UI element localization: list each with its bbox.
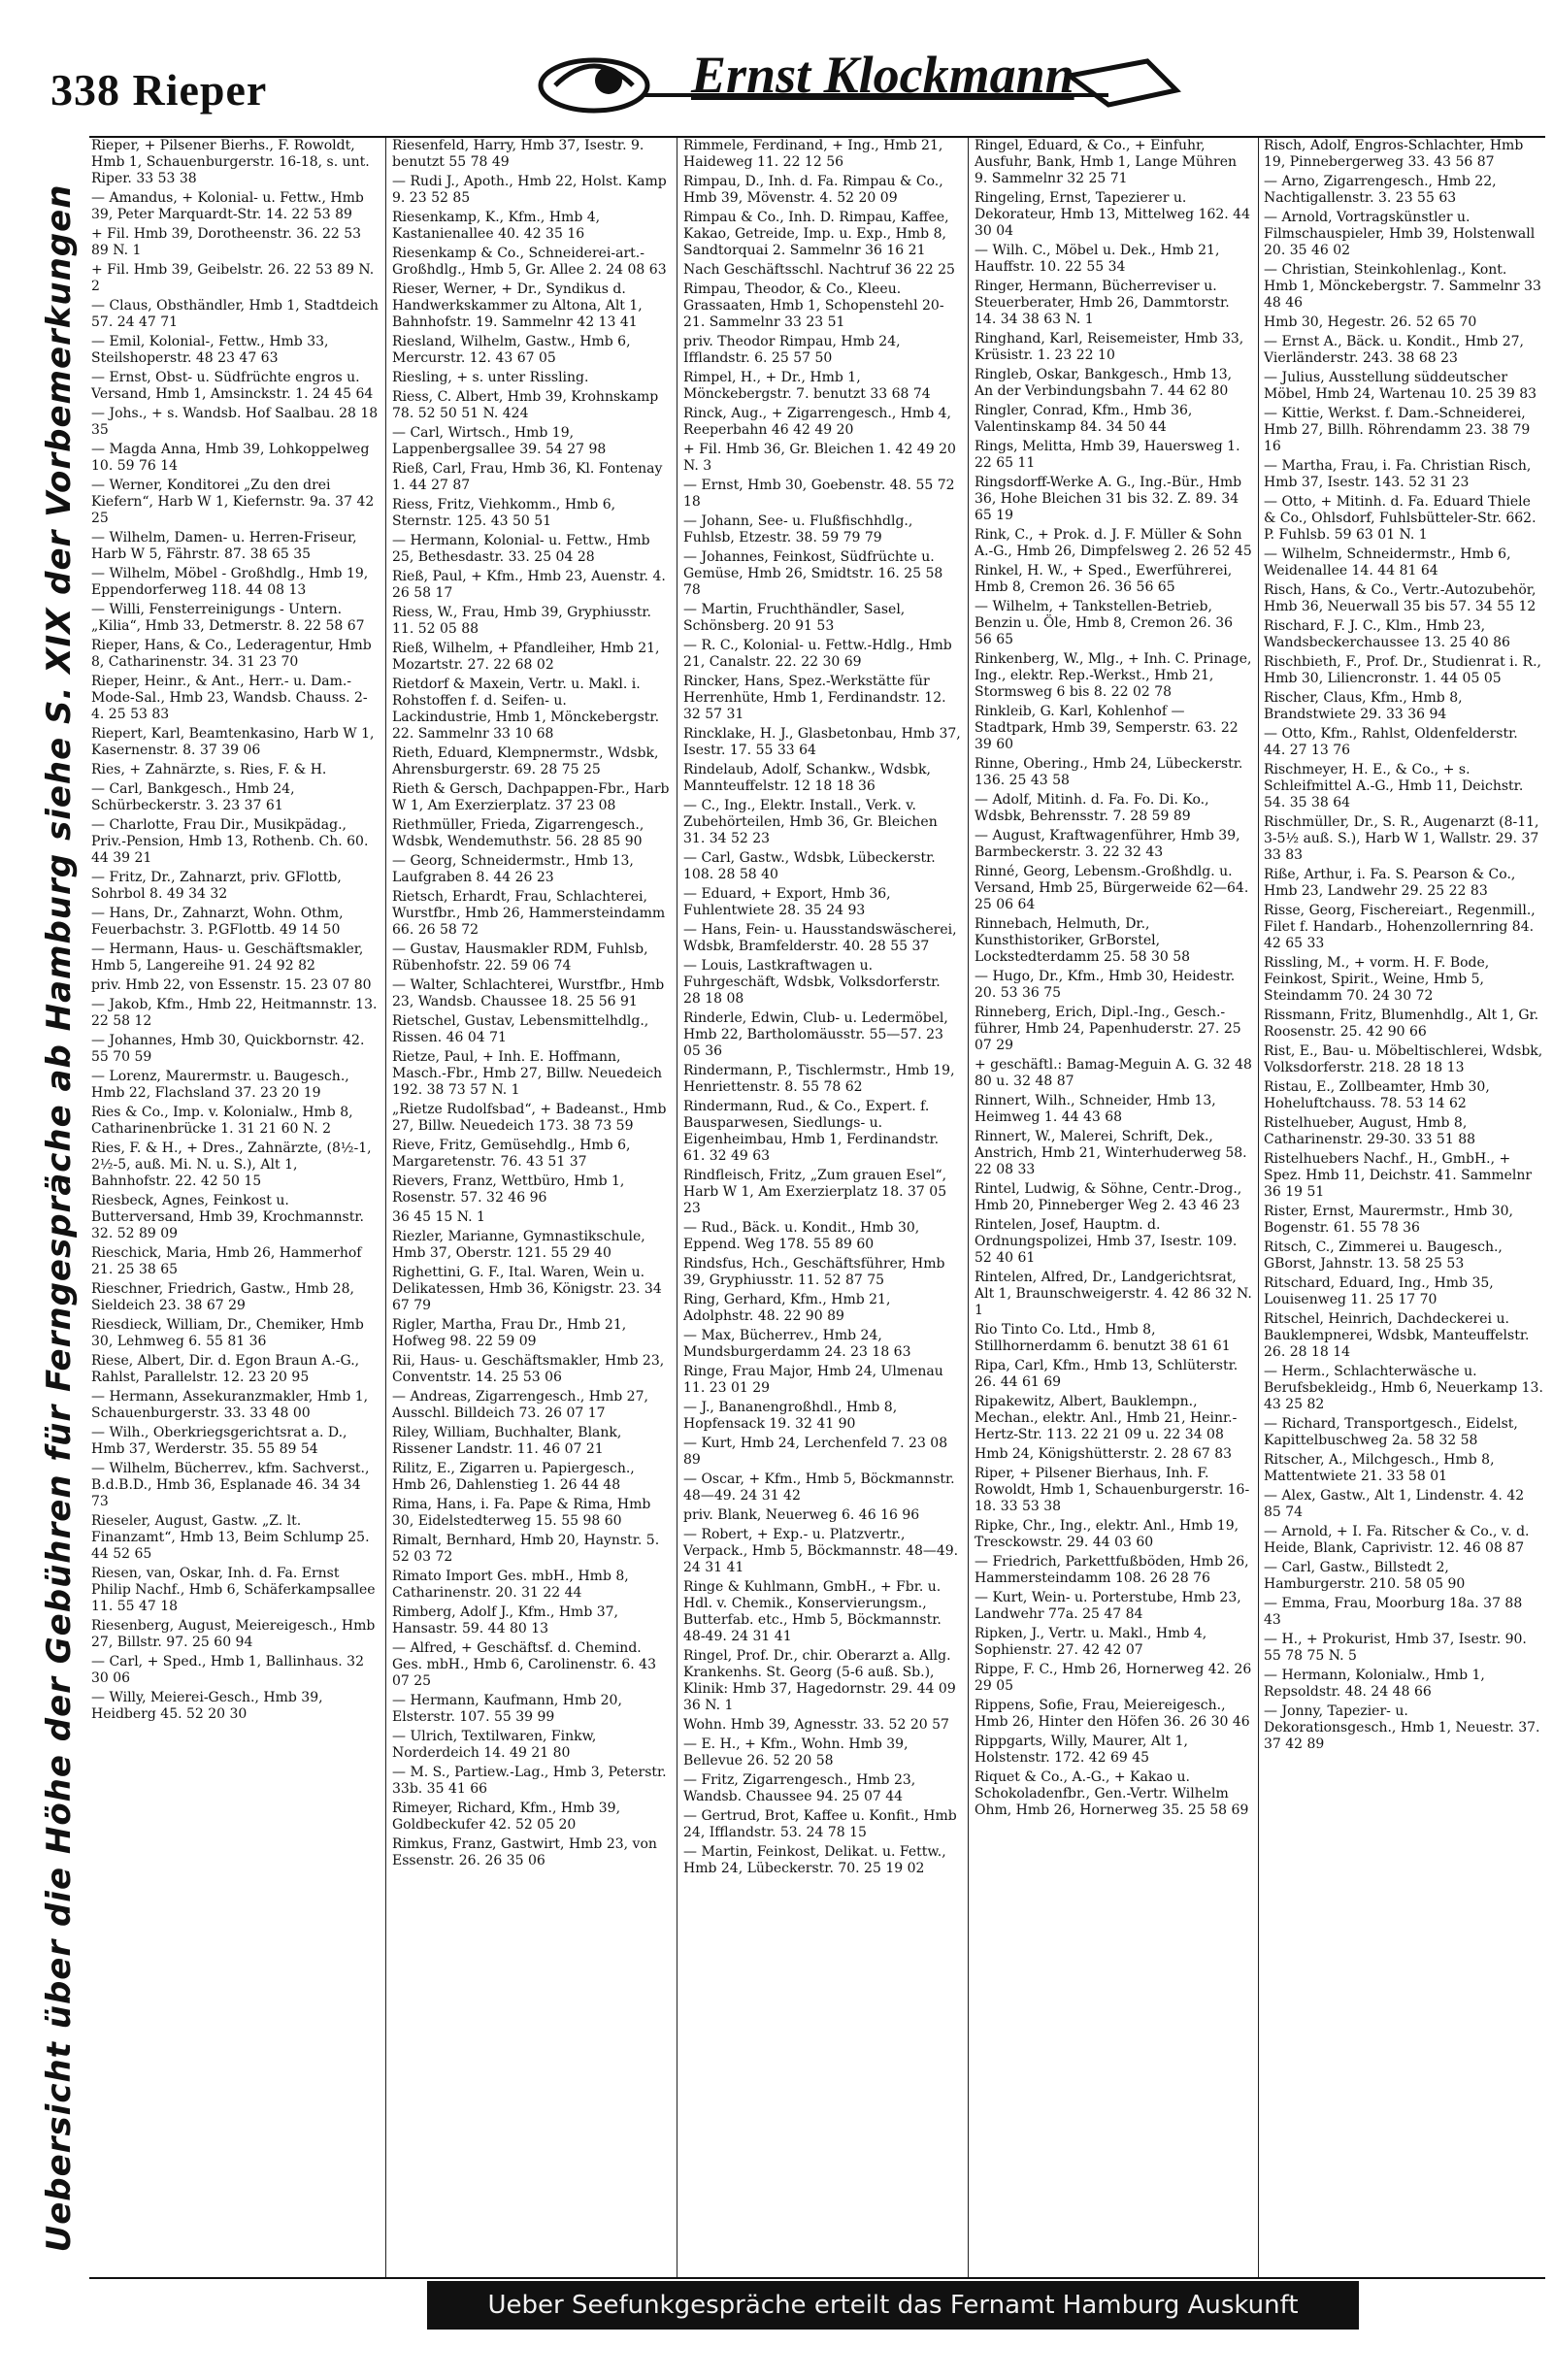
directory-entry: Rinnert, W., Malerei, Schrift, Dek., Anstrich, Hmb 21, Winterhuderweg 58. 22 08 33 (975, 1129, 1247, 1177)
directory-entry: — Wilh. C., Möbel u. Dek., Hmb 21, Hauffstr. 10. 22 55 34 (975, 243, 1220, 275)
directory-entry: — E. H., + Kfm., Wohn. Hmb 39, Bellevue 26. 52 20 58 (683, 1736, 909, 1768)
directory-entry: Rietsch, Erhardt, Frau, Schlachterei, Wurstfbr., Hmb 26, Hammersteindamm 66. 26 58 72 (392, 889, 666, 938)
directory-entry: Rinnebach, Helmuth, Dr., Kunsthistoriker, GrBorstel, Lockstedterdamm 25. 58 30 58 (975, 916, 1191, 965)
directory-entry: Rippgarts, Willy, Maurer, Alt 1, Holstenstr. 172. 42 69 45 (975, 1734, 1188, 1766)
directory-entry: Rieß, Paul, + Kfm., Hmb 23, Auenstr. 4. 26 58 17 (392, 569, 666, 601)
directory-entry: Rinderle, Edwin, Club- u. Ledermöbel, Hmb 22, Bartholomäusstr. 55—57. 23 05 36 (683, 1010, 948, 1059)
directory-entry: Risch, Adolf, Engros-Schlachter, Hmb 19, Pinnebergerweg 33. 43 56 87 (1264, 138, 1524, 170)
directory-entry: Rinne, Obering., Hmb 24, Lübeckerstr. 136. 25 43 58 (975, 756, 1243, 788)
directory-entry: — Arnold, Vortragskünstler u. Filmschauspieler, Hmb 39, Holstenwall 20. 35 46 02 (1264, 210, 1536, 258)
directory-entry: Rieß, Carl, Frau, Hmb 36, Kl. Fontenay 1. 44 27 87 (392, 461, 663, 493)
directory-entry: Rieß, Wilhelm, + Pfandleiher, Hmb 21, Mozartstr. 27. 22 68 02 (392, 641, 660, 673)
directory-entry: + Fil. Hmb 36, Gr. Bleichen 1. 42 49 20 N. 3 (683, 442, 956, 474)
directory-entry: „Rietze Rudolfsbad“, + Badeanst., Hmb 27, Billw. Neuedeich 173. 38 73 59 (392, 1102, 667, 1134)
directory-entry: Rimato Import Ges. mbH., Hmb 8, Catharinenstr. 20. 31 22 44 (392, 1569, 629, 1601)
directory-entry: Riesenberg, August, Meiereigesch., Hmb 27, Billstr. 97. 25 60 94 (91, 1618, 376, 1650)
directory-entry: Rii, Haus- u. Geschäftsmakler, Hmb 23, Conventstr. 14. 25 53 06 (392, 1353, 665, 1385)
directory-entry: — Ulrich, Textilwaren, Finkw, Norderdeich 14. 49 21 80 (392, 1729, 597, 1761)
directory-entry: Ringleb, Oskar, Bankgesch., Hmb 13, An der Verbindungsbahn 7. 44 62 80 (975, 367, 1233, 399)
directory-entry: Riepert, Karl, Beamtenkasino, Harb W 1, Kasernenstr. 8. 37 39 06 (91, 726, 375, 758)
directory-entry: — Martha, Frau, i. Fa. Christian Risch, Hmb 37, Isestr. 143. 52 31 23 (1264, 458, 1532, 490)
directory-entry: Rievers, Franz, Wettbüro, Hmb 1, Rosenstr. 57. 32 46 96 (392, 1173, 625, 1206)
directory-entry: — Kittie, Werkst. f. Dam.-Schneiderei, Hmb 27, Billh. Röhrendamm 23. 38 79 16 (1264, 406, 1531, 454)
directory-entry: — Hermann, Haus- u. Geschäftsmakler, Hmb 5, Langereihe 91. 24 92 82 (91, 942, 364, 974)
directory-entry: Rintelen, Alfred, Dr., Landgerichtsrat, Alt 1, Braunschweigerstr. 4. 42 86 32 N. 1 (975, 1270, 1252, 1318)
directory-entry: Rindermann, Rud., & Co., Expert. f. Bausparwesen, Siedlungs- u. Eigenheimbau, Hmb 1, Ferdinandstr. 61. 32 49 63 (683, 1099, 940, 1164)
directory-entry: — Ernst A., Bäck. u. Kondit., Hmb 27, Vierländerstr. 243. 38 68 23 (1264, 334, 1524, 366)
directory-entry: — Fritz, Zigarrengesch., Hmb 23, Wandsb. Chaussee 94. 25 07 44 (683, 1772, 916, 1804)
directory-entry: — Emil, Kolonial-, Fettw., Hmb 33, Steilshoperstr. 48 23 47 63 (91, 334, 329, 366)
directory-entry: Ritscher, A., Milchgesch., Hmb 8, Mattentwiete 21. 33 58 01 (1264, 1452, 1495, 1484)
directory-column-5 (1262, 138, 1545, 2278)
logo-text: Ernst Klockmann (691, 46, 1074, 104)
directory-entry: Ristelhuebers Nachf., H., GmbH., + Spez. Hmb 11, Deichstr. 41. Sammelnr 36 19 51 (1264, 1151, 1533, 1200)
directory-entry: Riess, Fritz, Viehkomm., Hmb 6, Sternstr. 125. 43 50 51 (392, 497, 616, 529)
directory-entry: Nach Geschäftsschl. Nachtruf 36 22 25 (683, 262, 955, 278)
directory-entry: — Charlotte, Frau Dir., Musikpädag., Priv.-Pension, Hmb 13, Rothenb. Ch. 60. 44 39 21 (91, 817, 369, 866)
directory-entry: Rinné, Georg, Lebensm.-Großhdlg. u. Versand, Hmb 25, Bürgerweide 62—64. 25 06 64 (975, 864, 1249, 912)
directory-entry: Rinneberg, Erich, Dipl.-Ing., Gesch.-führer, Hmb 24, Papenhuderstr. 27. 25 07 29 (975, 1005, 1241, 1053)
directory-entry: — Alex, Gastw., Alt 1, Lindenstr. 4. 42 85 74 (1264, 1488, 1525, 1520)
directory-entry: Rintel, Ludwig, & Söhne, Centr.-Drog., Hmb 20, Pinneberger Weg 2. 43 46 23 (975, 1181, 1242, 1213)
directory-entry: — Johannes, Hmb 30, Quickbornstr. 42. 55 70 59 (91, 1033, 365, 1065)
directory-entry: — R. C., Kolonial- u. Fettw.-Hdlg., Hmb 21, Canalstr. 22. 22 30 69 (683, 638, 952, 670)
directory-entry: Rieseler, August, Gastw. „Z. lt. Finanzamt“, Hmb 13, Beim Schlump 25. 44 52 65 (91, 1513, 370, 1562)
directory-entry: Rimeyer, Richard, Kfm., Hmb 39, Goldbeckufer 42. 52 05 20 (392, 1801, 621, 1833)
directory-entry: — Emma, Frau, Moorburg 18a. 37 88 43 (1264, 1596, 1523, 1628)
directory-entry: Riesenkamp, K., Kfm., Hmb 4, Kastanienallee 40. 42 35 16 (392, 210, 601, 242)
directory-entry: Rieser, Werner, + Dr., Syndikus d. Handwerkskammer zu Altona, Alt 1, Bahnhofstr. 19. Sammelnr 42 13 41 (392, 281, 643, 330)
directory-entry: Ringel, Eduard, & Co., + Einfuhr, Ausfuhr, Bank, Hmb 1, Lange Mühren 9. Sammelnr 32 25 71 (975, 138, 1238, 186)
directory-entry: Ringe & Kuhlmann, GmbH., + Fbr. u. Hdl. v. Chemik., Konservierungsm., Butterfab. etc., Hmb 5, Böckmannstr. 48-49. 24 31 41 (683, 1579, 942, 1644)
directory-entry: — Julius, Ausstellung süddeutscher Möbel, Hmb 24, Wartenau 10. 25 39 83 (1264, 370, 1537, 402)
directory-entry: Rischmüller, Dr., S. R., Augenarzt (8-11, 3-5½ auß. S.), Harb W 1, Wallstr. 29. 37 33 83 (1264, 814, 1539, 863)
directory-entry: Ringel, Prof. Dr., chir. Oberarzt a. Allg. Krankenhs. St. Georg (5-6 auß. Sb.), Klinik: Hmb 37, Hagedornstr. 29. 44 09 36 N. 1 (683, 1648, 956, 1713)
directory-entry: Rindermann, P., Tischlermstr., Hmb 19, Henriettenstr. 8. 55 78 62 (683, 1063, 955, 1095)
directory-entry: — Richard, Transportgesch., Eidelst, Kapittelbuschweg 2a. 58 32 58 (1264, 1416, 1518, 1448)
directory-entry: Rieth, Eduard, Klempnermstr., Wdsbk, Ahrensburgerstr. 69. 28 75 25 (392, 745, 659, 777)
directory-entry: Wohn. Hmb 39, Agnesstr. 33. 52 20 57 (683, 1717, 949, 1733)
directory-entry: — Lorenz, Maurermstr. u. Baugesch., Hmb 22, Flachsland 37. 23 20 19 (91, 1069, 349, 1101)
footer-text: Ueber Seefunkgespräche erteilt das Fernamt Hamburg Auskunft (487, 2291, 1299, 2320)
directory-entry: Ritschel, Heinrich, Dachdeckerei u. Bauklempnerei, Wdsbk, Manteuffelstr. 26. 28 18 14 (1264, 1311, 1530, 1360)
directory-entry: Rimkus, Franz, Gastwirt, Hmb 23, von Essenstr. 26. 26 35 06 (392, 1836, 657, 1868)
directory-entry: — Martin, Fruchthändler, Sasel, Schönsberg. 20 91 53 (683, 602, 906, 634)
directory-entry: Ristelhueber, August, Hmb 8, Catharinenstr. 29-30. 33 51 88 (1264, 1115, 1476, 1147)
directory-entry: Rink, C., + Prok. d. J. F. Müller & Sohn A.-G., Hmb 26, Dimpfelsweg 2. 26 52 45 (975, 527, 1252, 559)
directory-entry: Rinkleib, G. Karl, Kohlenhof — Stadtpark, Hmb 39, Semperstr. 63. 22 39 60 (975, 704, 1239, 752)
vertical-note-text: Uebersicht über die Höhe der Gebühren für Ferngespräche ab Hamburg siehe S. XIX der Vorbemerkungen (40, 183, 79, 2253)
directory-entry: Riquet & Co., A.-G., + Kakao u. Schokoladenfbr., Gen.-Vertr. Wilhelm Ohm, Hmb 26, Hornerweg 35. 25 58 69 (975, 1769, 1249, 1818)
directory-entry: Righettini, G. F., Ital. Waren, Wein u. Delikatessen, Hmb 36, Königstr. 23. 34 67 79 (392, 1265, 662, 1313)
directory-entry: Riess, W., Frau, Hmb 39, Gryphiusstr. 11. 52 05 88 (392, 605, 652, 637)
directory-entry: — Otto, + Mitinh. d. Fa. Eduard Thiele & Co., Ohlsdorf, Fuhlsbütteler-Str. 662. P. Fuhlsb. 59 63 01 N. 1 (1264, 494, 1536, 543)
directory-entry: Rio Tinto Co. Ltd., Hmb 8, Stillhornerdamm 6. benutzt 38 61 61 (975, 1322, 1231, 1354)
directory-entry: Rimberg, Adolf J., Kfm., Hmb 37, Hansastr. 59. 44 80 13 (392, 1604, 619, 1636)
directory-entry: — Hans, Fein- u. Hausstandswäscherei, Wdsbk, Bramfelderstr. 40. 28 55 37 (683, 922, 957, 954)
directory-entry: Ripke, Chr., Ing., elektr. Anl., Hmb 19, Tresckowstr. 29. 44 03 60 (975, 1518, 1239, 1550)
directory-entry: Rilitz, E., Zigarren u. Papiergesch., Hmb 26, Dahlenstieg 1. 26 44 48 (392, 1461, 635, 1493)
directory-entry: Rischbieth, F., Prof. Dr., Studienrat i. R., Hmb 30, Liliencronstr. 1. 44 05 05 (1264, 654, 1541, 686)
directory-entry: + Fil. Hmb 39, Geibelstr. 26. 22 53 89 N. 2 (91, 262, 375, 294)
directory-entry: — C., Ing., Elektr. Install., Verk. v. Zubehörteilen, Hmb 36, Gr. Bleichen 31. 34 52 23 (683, 798, 938, 846)
directory-entry: Rietschel, Gustav, Lebensmittelhdlg., Rissen. 46 04 71 (392, 1013, 649, 1045)
directory-entry: Rindfleisch, Fritz, „Zum grauen Esel“, Harb W 1, Am Exerzierplatz 18. 37 05 23 (683, 1168, 947, 1216)
directory-entry: — Herm., Schlachterwäsche u. Berufsbekleidg., Hmb 6, Neuerkamp 13. 43 25 82 (1264, 1364, 1543, 1412)
directory-entry: — J., Bananengroßhdl., Hmb 8, Hopfensack 19. 32 41 90 (683, 1400, 898, 1432)
directory-entry: Ringhand, Karl, Reisemeister, Hmb 33, Krüsistr. 1. 23 22 10 (975, 331, 1244, 363)
directory-entry: — Werner, Konditorei „Zu den drei Kiefern“, Harb W 1, Kiefernstr. 9a. 37 42 25 (91, 478, 375, 526)
directory-entry: — Carl, Gastw., Wdsbk, Lübeckerstr. 108. 28 58 40 (683, 850, 936, 882)
directory-entry: — Ernst, Hmb 30, Goebenstr. 48. 55 72 18 (683, 478, 955, 510)
directory-entry: — Wilhelm, Möbel - Großhdlg., Hmb 19, Eppendorferweg 118. 44 08 13 (91, 566, 369, 598)
directory-entry: priv. Blank, Neuerweg 6. 46 16 96 (683, 1507, 920, 1523)
directory-entry: Rimpel, H., + Dr., Hmb 1, Mönckebergstr. 7. benutzt 33 68 74 (683, 370, 931, 402)
directory-entry: Rieper, Heinr., & Ant., Herr.- u. Dam.-Mode-Sal., Hmb 23, Wandsb. Chauss. 2-4. 25 53 83 (91, 674, 368, 722)
directory-entry: — Martin, Feinkost, Delikat. u. Fettw., Hmb 24, Lübeckerstr. 70. 25 19 02 (683, 1844, 946, 1876)
directory-entry: Rippens, Sofie, Frau, Meiereigesch., Hmb 26, Hinter den Höfen 36. 26 30 46 (975, 1698, 1250, 1730)
directory-entry: — Christian, Steinkohlenlag., Kont. Hmb 1, Mönckebergstr. 7. Sammelnr 33 48 46 (1264, 262, 1541, 311)
directory-entry: Riezler, Marianne, Gymnastikschule, Hmb 37, Oberstr. 121. 55 29 40 (392, 1229, 645, 1261)
page-header (50, 37, 1545, 144)
directory-entry: Rischard, F. J. C., Klm., Hmb 23, Wandsbeckerchaussee 13. 25 40 86 (1264, 618, 1510, 650)
directory-entry: — Eduard, + Export, Hmb 36, Fuhlentwiete 28. 35 24 93 (683, 886, 891, 918)
directory-entry: — Hermann, Kolonialw., Hmb 1, Repsoldstr. 48. 24 48 66 (1264, 1668, 1485, 1700)
directory-entry: — Georg, Schneidermstr., Hmb 13, Laufgraben 8. 44 26 23 (392, 853, 634, 885)
page-number: 338 Rieper (50, 65, 268, 115)
directory-entry: — Hermann, Kaufmann, Hmb 20, Elsterstr. 107. 55 39 99 (392, 1693, 622, 1725)
directory-entry: Ringe, Frau Major, Hmb 24, Ulmenau 11. 23 01 29 (683, 1364, 943, 1396)
directory-entry: Rissling, M., + vorm. H. F. Bode, Feinkost, Spirit., Weine, Hmb 5, Steindamm 70. 24 30 72 (1264, 955, 1490, 1004)
directory-entry: — Johann, See- u. Flußfischhdlg., Fuhlsb, Etzestr. 38. 59 79 79 (683, 513, 913, 545)
directory-entry: Risch, Hans, & Co., Vertr.-Autozubehör, Hmb 36, Neuerwall 35 bis 57. 34 55 12 (1264, 582, 1536, 614)
directory-entry: Hmb 24, Königshütterstr. 2. 28 67 83 (975, 1446, 1233, 1462)
directory-entry: — Amandus, + Kolonial- u. Fettw., Hmb 39, Peter Marquardt-Str. 14. 22 53 89 (91, 190, 364, 222)
directory-entry: — Carl, Gastw., Billstedt 2, Hamburgerstr. 210. 58 05 90 (1264, 1560, 1466, 1592)
directory-entry: Ringler, Conrad, Kfm., Hmb 36, Valentinskamp 84. 34 50 44 (975, 403, 1193, 435)
directory-column-1 (89, 138, 380, 2278)
directory-entry: — Gustav, Hausmakler RDM, Fuhlsb, Rübenhofstr. 22. 59 06 74 (392, 942, 648, 974)
directory-entry: — Otto, Kfm., Rahlst, Oldenfelderstr. 44. 27 13 76 (1264, 726, 1518, 758)
directory-entry: + Fil. Hmb 39, Dorotheenstr. 36. 22 53 89 N. 1 (91, 226, 362, 258)
directory-entry: Rima, Hans, i. Fa. Pape & Rima, Hmb 30, Eidelstedterweg 15. 55 98 60 (392, 1497, 651, 1529)
directory-entry: Rinck, Aug., + Zigarrengesch., Hmb 4, Reeperbahn 46 42 49 20 (683, 406, 951, 438)
directory-entry: Riese, Albert, Dir. d. Egon Braun A.-G., Rahlst, Parallelstr. 12. 23 20 95 (91, 1353, 360, 1385)
directory-entry: — Johs., + s. Wandsb. Hof Saalbau. 28 18 35 (91, 406, 379, 438)
directory-entry: — Hugo, Dr., Kfm., Hmb 30, Heidestr. 20. 53 36 75 (975, 969, 1236, 1001)
directory-entry: — Arno, Zigarrengesch., Hmb 22, Nachtigallenstr. 3. 23 55 63 (1264, 174, 1497, 206)
directory-entry: — Johannes, Feinkost, Südfrüchte u. Gemüse, Hmb 26, Smidtstr. 16. 25 58 78 (683, 549, 943, 598)
directory-entry: — August, Kraftwagenführer, Hmb 39, Barmbeckerstr. 3. 22 32 43 (975, 828, 1240, 860)
directory-entry: Riesdieck, William, Dr., Chemiker, Hmb 30, Lehmweg 6. 55 81 36 (91, 1317, 364, 1349)
directory-entry: — Wilhelm, Damen- u. Herren-Friseur, Harb W 5, Fährstr. 87. 38 65 35 (91, 530, 357, 562)
directory-entry: Rippe, F. C., Hmb 26, Hornerweg 42. 26 29 05 (975, 1662, 1252, 1694)
directory-entry: — Carl, + Sped., Hmb 1, Ballinhaus. 32 30 06 (91, 1654, 364, 1686)
directory-entry: Rincker, Hans, Spez.-Werkstätte für Herrenhüte, Hmb 1, Ferdinandstr. 12. 32 57 31 (683, 674, 946, 722)
directory-entry: Rincklake, H. J., Glasbetonbau, Hmb 37, Isestr. 17. 55 33 64 (683, 726, 961, 758)
directory-entry: — Max, Bücherrev., Hmb 24, Mundsburgerdamm 24. 23 18 63 (683, 1328, 911, 1360)
directory-entry: + geschäftl.: Bamag-Meguin A. G. 32 48 80 u. 32 48 87 (975, 1057, 1252, 1089)
directory-entry: — Rudi J., Apoth., Hmb 22, Holst. Kamp 9. 23 52 85 (392, 174, 667, 206)
directory-entry: Ring, Gerhard, Kfm., Hmb 21, Adolphstr. 48. 22 90 89 (683, 1292, 891, 1324)
directory-entry: Rietdorf & Maxein, Vertr. u. Makl. i. Rohstoffen f. d. Seifen- u. Lackindustrie, Hmb 1, Mönckebergstr. 22. Sammelnr 33 10 68 (392, 677, 660, 742)
directory-entry: — Ernst, Obst- u. Südfrüchte engros u. Versand, Hmb 1, Amsinckstr. 1. 24 45 64 (91, 370, 374, 402)
directory-column-3 (681, 138, 963, 2278)
directory-entry: Rieve, Fritz, Gemüsehdlg., Hmb 6, Margaretenstr. 76. 43 51 37 (392, 1138, 631, 1170)
advertisement-logo (526, 37, 1186, 124)
directory-entry: Rimpau, D., Inh. d. Fa. Rimpau & Co., Hmb 39, Mövenstr. 4. 52 20 09 (683, 174, 943, 206)
directory-entry: Ripken, J., Vertr. u. Makl., Hmb 4, Sophienstr. 27. 42 42 07 (975, 1626, 1207, 1658)
directory-entry: Riesenfeld, Harry, Hmb 37, Isestr. 9. benutzt 55 78 49 (392, 138, 644, 170)
directory-entry: Rissmann, Fritz, Blumenhdlg., Alt 1, Gr. Roosenstr. 25. 42 90 66 (1264, 1008, 1539, 1040)
directory-entry: — Walter, Schlachterei, Wurstfbr., Hmb 23, Wandsb. Chaussee 18. 25 56 91 (392, 977, 665, 1009)
directory-entry: — Robert, + Exp.- u. Platzvertr., Verpack., Hmb 5, Böckmannstr. 48—49. 24 31 41 (683, 1527, 959, 1575)
directory-entry: — Wilhelm, Schneidermstr., Hmb 6, Weidenallee 14. 44 81 64 (1264, 546, 1511, 578)
directory-entry: Risse, Georg, Fischereiart., Regenmill., Filet f. Handarb., Hohenzollernring 84. 42 65 33 (1264, 903, 1536, 951)
directory-entry: Ristau, E., Zollbeamter, Hmb 30, Hoheluftchauss. 78. 53 14 62 (1264, 1079, 1490, 1111)
directory-entry: Rings, Melitta, Hmb 39, Hauersweg 1. 22 65 11 (975, 439, 1240, 471)
directory-entry: Hmb 30, Hegestr. 26. 52 65 70 (1264, 314, 1477, 330)
directory-entry: Riesenkamp & Co., Schneiderei-art.-Großhdlg., Hmb 5, Gr. Allee 2. 24 08 63 (392, 246, 667, 278)
column-divider (968, 138, 969, 2278)
directory-entry: — Willi, Fensterreinigungs - Untern. „Kilia“, Hmb 33, Detmerstr. 8. 22 58 67 (91, 602, 365, 634)
directory-entry: Rinkel, H. W., + Sped., Ewerführerei, Hmb 8, Cremon 26. 36 56 65 (975, 563, 1233, 595)
directory-entry: Riesen, van, Oskar, Inh. d. Fa. Ernst Philip Nachf., Hmb 6, Schäferkampsallee 11. 55 47 18 (91, 1566, 376, 1614)
directory-entry: — Gertrud, Brot, Kaffee u. Konfit., Hmb 24, Ifflandstr. 53. 24 78 15 (683, 1808, 957, 1840)
directory-entry: — Friedrich, Parkettfußböden, Hmb 26, Hammersteindamm 108. 26 28 76 (975, 1554, 1249, 1586)
directory-entry: Rimpau, Theodor, & Co., Kleeu. Grassaaten, Hmb 1, Schopenstehl 20-21. Sammelnr 33 23 51 (683, 281, 944, 330)
directory-entry: — H., + Prokurist, Hmb 37, Isestr. 90. 55 78 75 N. 5 (1264, 1632, 1527, 1664)
directory-entry: Riesling, + s. unter Rissling. (392, 370, 589, 385)
directory-entry: Riße, Arthur, i. Fa. S. Pearson & Co., Hmb 23, Landwehr 29. 25 22 83 (1264, 867, 1516, 899)
directory-entry: Ringer, Hermann, Bücherreviser u. Steuerberater, Hmb 26, Dammtorstr. 14. 34 38 63 N. 1 (975, 279, 1230, 327)
directory-entry: Rist, E., Bau- u. Möbeltischlerei, Wdsbk, Volksdorferstr. 218. 28 18 13 (1264, 1043, 1543, 1075)
directory-column-4 (973, 138, 1254, 2278)
directory-entry: Ripakewitz, Albert, Bauklempn., Mechan., elektr. Anl., Hmb 21, Heinr.-Hertz-Str. 113. 22 21 09 u. 22 34 08 (975, 1394, 1238, 1442)
directory-entry: Rieschner, Friedrich, Gastw., Hmb 28, Sieldeich 23. 38 67 29 (91, 1281, 354, 1313)
directory-entry: — Claus, Obsthändler, Hmb 1, Stadtdeich 57. 24 47 71 (91, 298, 379, 330)
directory-entry: Rietze, Paul, + Inh. E. Hoffmann, Masch.-Fbr., Hmb 27, Billw. Neuedeich 192. 38 73 57 N. 1 (392, 1049, 663, 1098)
directory-entry: — Rud., Bäck. u. Kondit., Hmb 30, Eppend. Weg 178. 55 89 60 (683, 1220, 920, 1252)
directory-entry: — Adolf, Mitinh. d. Fa. Fo. Di. Ko., Wdsbk, Behrensstr. 7. 28 59 89 (975, 792, 1209, 824)
directory-entry: — Kurt, Wein- u. Porterstube, Hmb 23, Landwehr 77a. 25 47 84 (975, 1590, 1241, 1622)
directory-entry: Riess, C. Albert, Hmb 39, Krohnskamp 78. 52 50 51 N. 424 (392, 389, 659, 421)
directory-entry: Ries & Co., Imp. v. Kolonialw., Hmb 8, Catharinenbrücke 1. 31 21 60 N. 2 (91, 1105, 353, 1137)
directory-entry: Rischmeyer, H. E., & Co., + s. Schleifmittel A.-G., Hmb 11, Deichstr. 54. 35 38 64 (1264, 762, 1524, 810)
directory-entry: priv. Theodor Rimpau, Hmb 24, Ifflandstr. 6. 25 57 50 (683, 334, 901, 366)
directory-entry: Rieth & Gersch, Dachpappen-Fbr., Harb W 1, Am Exerzierplatz. 37 23 08 (392, 781, 670, 813)
directory-entry: — Kurt, Hmb 24, Lerchenfeld 7. 23 08 89 (683, 1436, 948, 1468)
directory-entry: — Carl, Bankgesch., Hmb 24, Schürbeckerstr. 3. 23 37 61 (91, 781, 295, 813)
directory-entry: — Arnold, + I. Fa. Ritscher & Co., v. d. Heide, Blank, Caprivistr. 12. 46 08 87 (1264, 1524, 1530, 1556)
directory-entry: Rieschick, Maria, Hmb 26, Hammerhof 21. 25 38 65 (91, 1245, 362, 1277)
directory-entry: — Hermann, Kolonial- u. Fettw., Hmb 25, Bethesdastr. 33. 25 04 28 (392, 533, 650, 565)
directory-entry: — Hans, Dr., Zahnarzt, Wohn. Othm, Feuerbachstr. 3. P.GFlottb. 49 14 50 (91, 906, 344, 938)
directory-entry: Riethmüller, Frieda, Zigarrengesch., Wdsbk, Wendemuthstr. 56. 28 85 90 (392, 817, 644, 849)
footer-banner (427, 2281, 1359, 2330)
directory-entry: Rinkenberg, W., Mlg., + Inh. C. Prinage, Ing., elektr. Rep.-Werkst., Hmb 21, Stormsweg 6 bis 8. 22 02 78 (975, 651, 1252, 700)
directory-entry: — Jakob, Kfm., Hmb 22, Heitmannstr. 13. 22 58 12 (91, 997, 378, 1029)
directory-entry: — Wilhelm, Bücherrev., kfm. Sachverst., B.d.B.D., Hmb 36, Esplanade 46. 34 34 73 (91, 1461, 370, 1509)
directory-entry: Riesbeck, Agnes, Feinkost u. Butterversand, Hmb 39, Krochmannstr. 32. 52 89 09 (91, 1193, 364, 1241)
directory-entry: Rieper, + Pilsener Bierhs., F. Rowoldt, Hmb 1, Schauenburgerstr. 16-18, s. unt. Riper. 33 53 38 (91, 138, 370, 186)
directory-entry: Riper, + Pilsener Bierhaus, Inh. F. Rowoldt, Hmb 1, Schauenburgerstr. 16-18. 33 53 38 (975, 1466, 1250, 1514)
directory-entry: Ritschard, Eduard, Ing., Hmb 35, Louisenweg 11. 25 17 70 (1264, 1275, 1494, 1307)
directory-entry: Rimalt, Bernhard, Hmb 20, Haynstr. 5. 52 03 72 (392, 1533, 660, 1565)
directory-entry: — Hermann, Assekuranzmakler, Hmb 1, Schauenburgerstr. 33. 33 48 00 (91, 1389, 369, 1421)
directory-entry: — Andreas, Zigarrengesch., Hmb 27, Ausschl. Billdeich 73. 26 07 17 (392, 1389, 648, 1421)
directory-entry: Rinnert, Wilh., Schneider, Hmb 13, Heimweg 1. 44 43 68 (975, 1093, 1216, 1125)
directory-entry: Rieper, Hans, & Co., Lederagentur, Hmb 8, Catharinenstr. 34. 31 23 70 (91, 638, 372, 670)
directory-entry: — Jonny, Tapezier- u. Dekorationsgesch., Hmb 1, Neuestr. 37. 37 42 89 (1264, 1703, 1540, 1752)
footer-rule (89, 2277, 1545, 2279)
directory-entry: — Wilh., Oberkriegsgerichtsrat a. D., Hmb 37, Werderstr. 35. 55 89 54 (91, 1425, 347, 1457)
vertical-note (35, 175, 83, 2262)
directory-entry: Ries, + Zahnärzte, s. Ries, F. & H. (91, 762, 327, 777)
directory-entry: — Oscar, + Kfm., Hmb 5, Böckmannstr. 48—49. 24 31 42 (683, 1471, 955, 1504)
directory-entry: — Louis, Lastkraftwagen u. Fuhrgeschäft, Wdsbk, Volksdorferstr. 28 18 08 (683, 958, 941, 1007)
directory-entry: Rigler, Martha, Frau Dr., Hmb 21, Hofweg 98. 22 59 09 (392, 1317, 627, 1349)
directory-entry: priv. Hmb 22, von Essenstr. 15. 23 07 80 (91, 977, 372, 993)
directory-entry: Rindsfus, Hch., Geschäftsführer, Hmb 39, Gryphiusstr. 11. 52 87 75 (683, 1256, 945, 1288)
directory-entry: Rimpau & Co., Inh. D. Rimpau, Kaffee, Kakao, Getreide, Imp. u. Exp., Hmb 8, Sandtorquai 2. Sammelnr 36 16 21 (683, 210, 949, 258)
directory-entry: Rindelaub, Adolf, Schankw., Wdsbk, Mannteuffelstr. 12 18 18 36 (683, 762, 931, 794)
directory-entry: — Magda Anna, Hmb 39, Lohkoppelweg 10. 59 76 14 (91, 442, 370, 474)
directory-entry: Ripa, Carl, Kfm., Hmb 13, Schlüterstr. 26. 44 61 69 (975, 1358, 1239, 1390)
directory-entry: — Carl, Wirtsch., Hmb 19, Lappenbergsallee 39. 54 27 98 (392, 425, 607, 457)
directory-entry: — Alfred, + Geschäftsf. d. Chemind. Ges. mbH., Hmb 6, Carolinenstr. 6. 43 07 25 (392, 1640, 656, 1689)
directory-entry: Rister, Ernst, Maurermstr., Hmb 30, Bogenstr. 61. 55 78 36 (1264, 1204, 1513, 1236)
directory-entry: Ringsdorff-Werke A. G., Ing.-Bür., Hmb 36, Hohe Bleichen 31 bis 32. Z. 89. 34 65 19 (975, 475, 1242, 523)
directory-entry: Riesland, Wilhelm, Gastw., Hmb 6, Mercurstr. 12. 43 67 05 (392, 334, 631, 366)
directory-entry: Rimmele, Ferdinand, + Ing., Hmb 21, Haideweg 11. 22 12 56 (683, 138, 943, 170)
directory-entry: 36 45 15 N. 1 (392, 1209, 485, 1225)
column-divider (1258, 138, 1259, 2278)
directory-entry: Riley, William, Buchhalter, Blank, Rissener Landstr. 11. 46 07 21 (392, 1425, 622, 1457)
directory-entry: Rintelen, Josef, Hauptm. d. Ordnungspolizei, Hmb 37, Isestr. 109. 52 40 61 (975, 1217, 1238, 1266)
directory-entry: — M. S., Partiew.-Lag., Hmb 3, Peterstr. 33b. 35 41 66 (392, 1765, 667, 1797)
directory-column-2 (390, 138, 672, 2278)
directory-columns (89, 138, 1545, 2278)
directory-entry: Ries, F. & H., + Dres., Zahnärzte, (8½-1, 2½-5, auß. Mi. N. u. S.), Alt 1, Bahnhofstr. 22. 42 50 15 (91, 1140, 372, 1189)
column-divider (385, 138, 386, 2278)
directory-entry: Rischer, Claus, Kfm., Hmb 8, Brandstwiete 29. 33 36 94 (1264, 690, 1463, 722)
directory-entry: Ringeling, Ernst, Tapezierer u. Dekorateur, Hmb 13, Mittelweg 162. 44 30 04 (975, 190, 1250, 239)
directory-entry: — Wilhelm, + Tankstellen-Betrieb, Benzin u. Öle, Hmb 8, Cremon 26. 36 56 65 (975, 599, 1234, 647)
directory-entry: — Willy, Meierei-Gesch., Hmb 39, Heidberg 45. 52 20 30 (91, 1690, 323, 1722)
directory-entry: Ritsch, C., Zimmerei u. Baugesch., GBorst, Jahnstr. 13. 58 25 53 (1264, 1240, 1503, 1272)
directory-entry: — Fritz, Dr., Zahnarzt, priv. GFlottb, Sohrbol 8. 49 34 32 (91, 870, 342, 902)
